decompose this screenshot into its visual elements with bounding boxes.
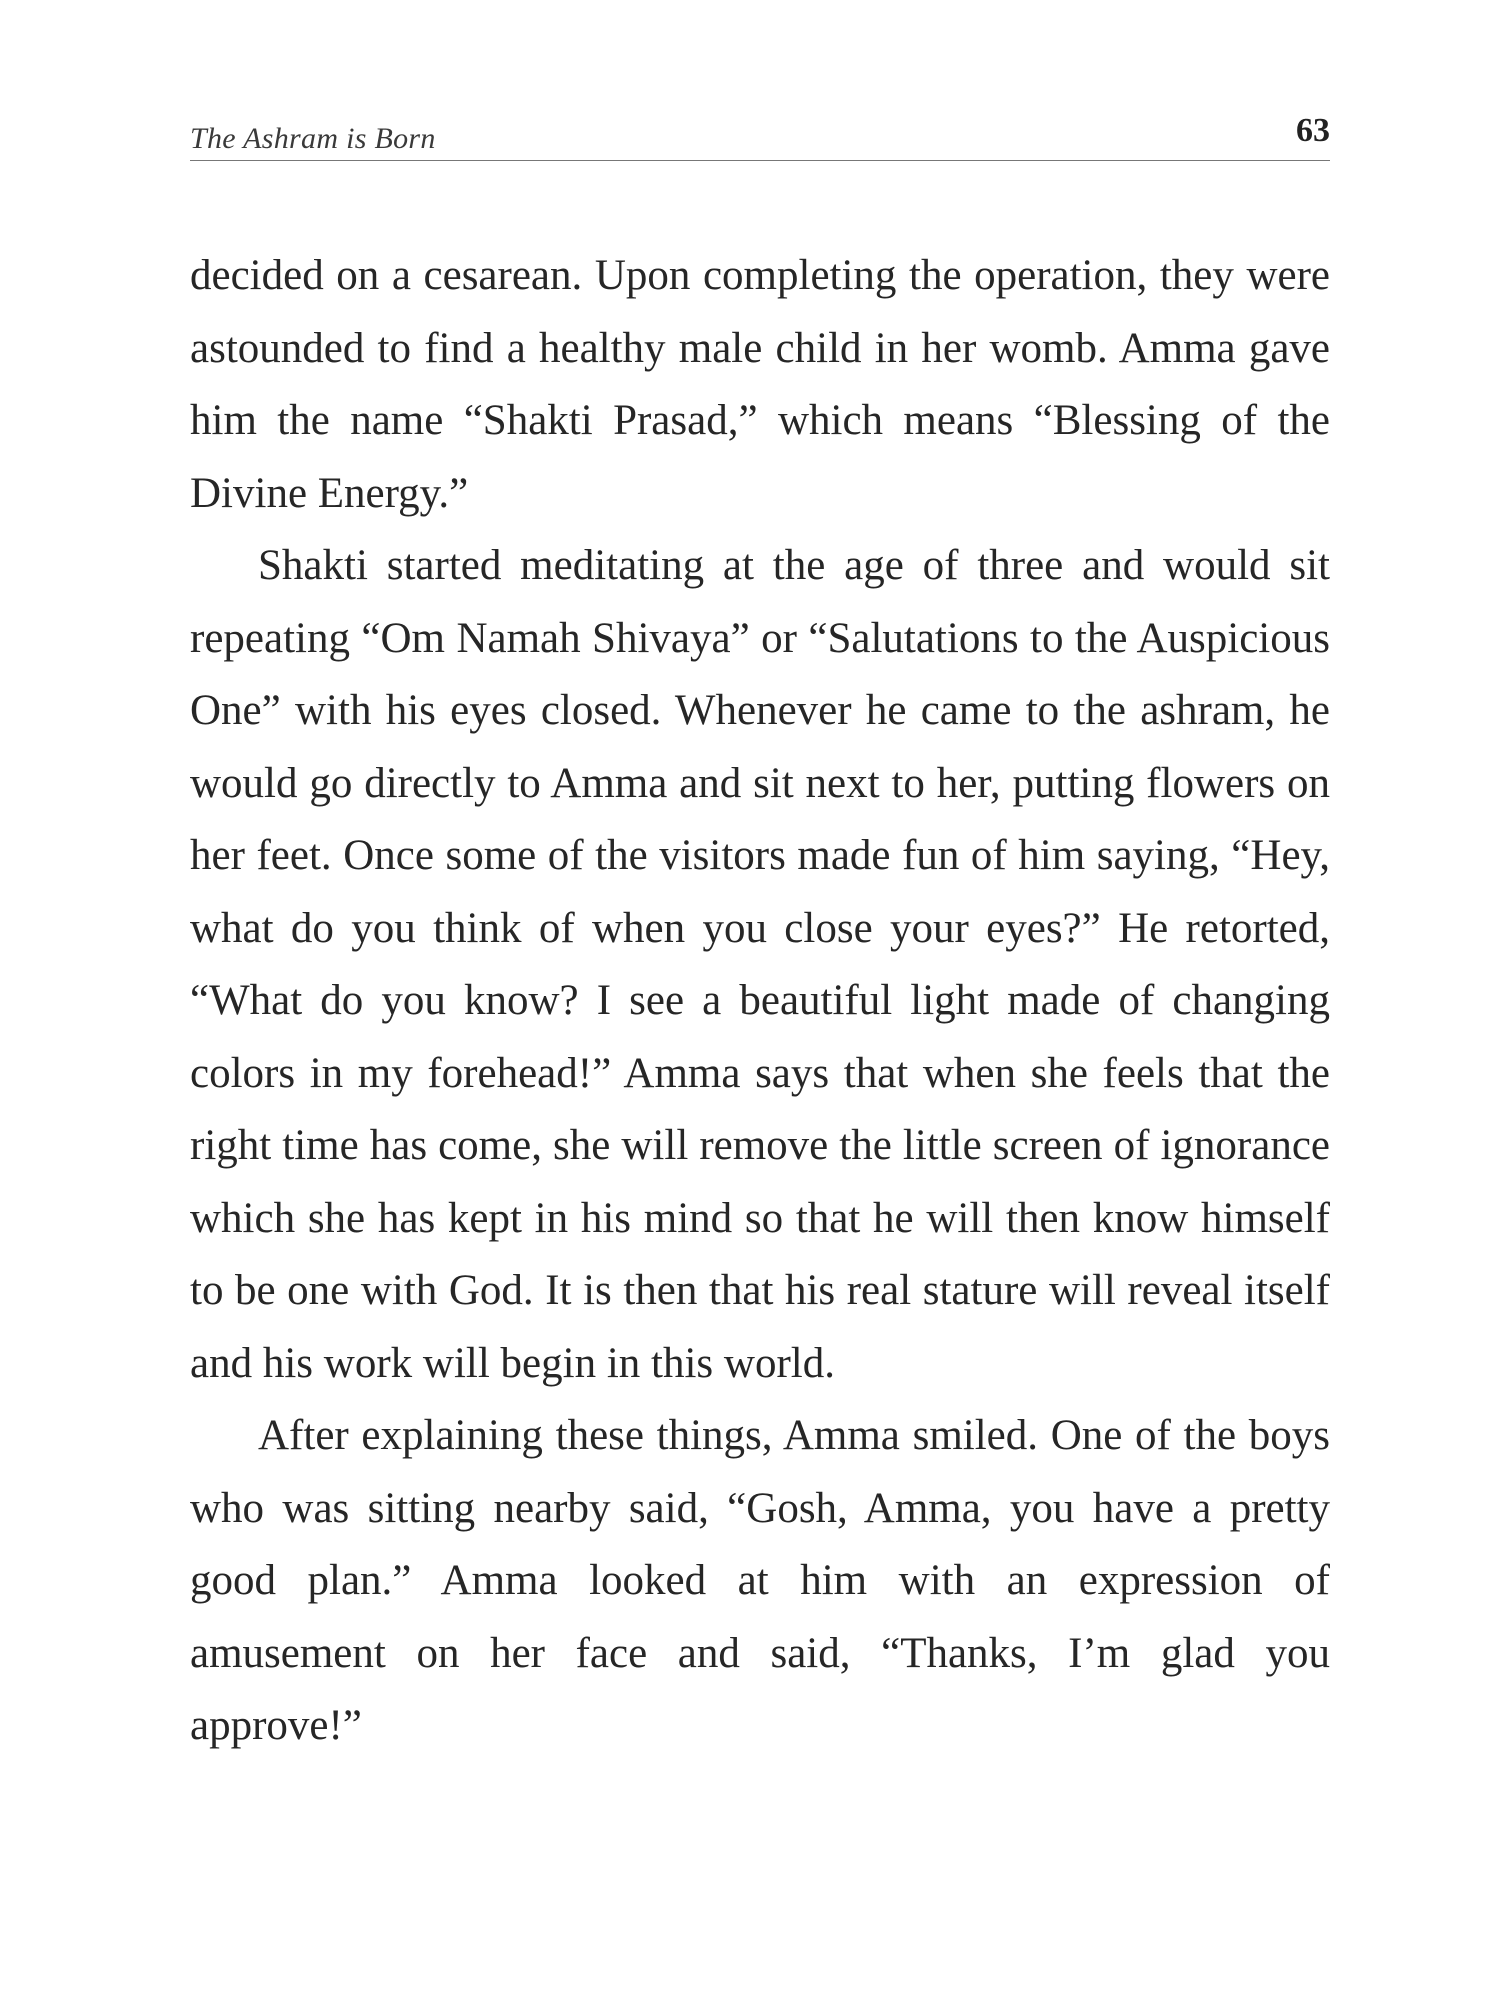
running-head xyxy=(190,108,1330,161)
page-number: 63 xyxy=(1296,112,1330,149)
paragraph-shakti: Shakti started meditating at the age of three and would sit repeating “Om Namah Shivaya” or “Salutations to the Auspicious One” with his eyes closed. Whenever he came to the ashram, he would go directly to Amma and sit next to her, putting flowers on her feet. Once some of the visitors made fun of him saying, “Hey, what do you think of when you close your eyes?” He retorted, “What do you know? I see a beautiful light made of changing colors in my forehead!” Amma says that when she feels that the right time has come, she will remove the little screen of ignorance which she has kept in his mind so that he will then know himself to be one with God. It is then that his real stature will reveal itself and his work will begin in this world. xyxy=(190,542,1330,1387)
chapter-title: The Ashram is Born xyxy=(190,122,436,155)
paragraph-amma-smiled: After explaining these things, Amma smiled. One of the boys who was sitting nearby said, “Gosh, Amma, you have a pretty good plan.” Amma looked at him with an expression of amusement on her face and said, “Thanks, I’m glad you approve!” xyxy=(190,1412,1330,1749)
paragraph-continued: decided on a cesarean. Upon completing the operation, they were astounded to find a healthy male child in her womb. Amma gave him the name “Shakti Prasad,” which means “Blessing of the Divine Energy.” xyxy=(190,252,1330,517)
page-body xyxy=(190,240,1330,1763)
